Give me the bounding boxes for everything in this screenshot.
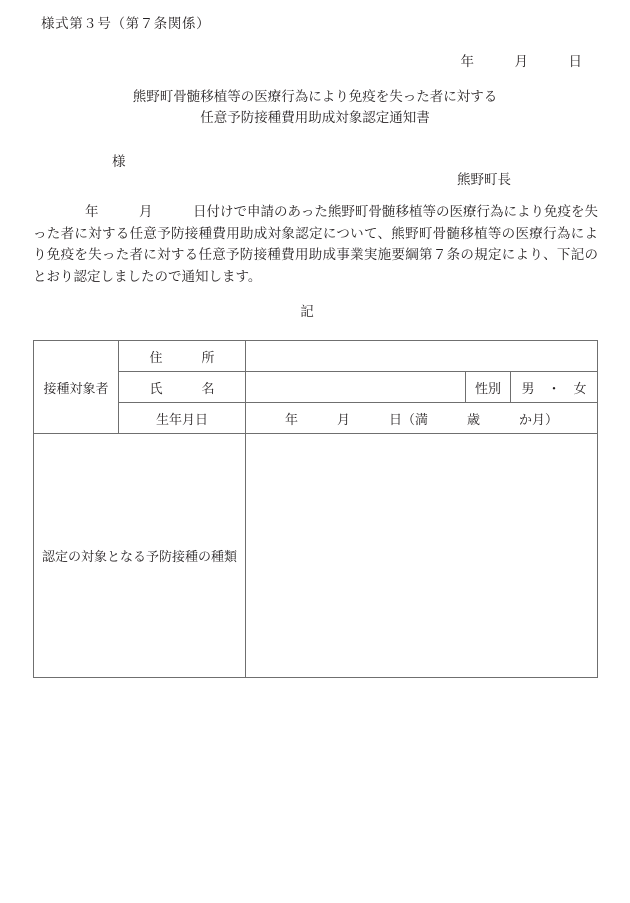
record-marker [0, 300, 630, 320]
address-label-cell: 住 所 [119, 341, 246, 372]
vaccine-types-label-cell: 認定の対象となる予防接種の種類 [34, 434, 246, 678]
record-marker-text: 記 [300, 304, 314, 319]
body-paragraph [33, 201, 598, 287]
issue-date-line: 年 月 日 [460, 54, 582, 69]
birthdate-label-cell: 生年月日 [119, 403, 246, 434]
birthdate-value-cell[interactable]: 年 月 日（満 歳 か月） [246, 403, 598, 434]
body-paragraph-text: 年 月 日付けで申請のあった熊野町骨髄移植等の医療行為により免疫を失った者に対する任意予防接種費用助成対象認定について、熊野町骨髄移植等の医療行為により免疫を失った者に対する任意予防接種費用助成事業実施要綱第７条の規定により、下記のとおり認定しましたので通知します。 [33, 204, 598, 284]
document-title-line-2: 任意予防接種費用助成対象認定通知書 [200, 110, 430, 125]
sex-value-cell[interactable]: 男 ・ 女 [510, 372, 597, 403]
addressee-honorific: 様 [112, 154, 126, 169]
address-value-cell[interactable] [246, 341, 598, 372]
sex-label-cell: 性別 [465, 372, 510, 403]
table-row-vaccine-types [34, 434, 598, 678]
certification-table [33, 340, 598, 678]
name-label-cell: 氏 名 [119, 372, 246, 403]
document-title [0, 86, 630, 128]
form-code: 様式第３号（第７条関係） [41, 16, 211, 31]
table-row-address [34, 341, 598, 372]
table-row-name [34, 372, 598, 403]
name-value-cell[interactable] [246, 372, 466, 403]
table-row-birthdate [34, 403, 598, 434]
vaccine-types-value-cell[interactable] [246, 434, 598, 678]
issuer-name: 熊野町長 [457, 172, 511, 187]
subject-label-cell: 接種対象者 [34, 341, 119, 434]
document-title-line-1: 熊野町骨髄移植等の医療行為により免疫を失った者に対する [132, 89, 498, 104]
